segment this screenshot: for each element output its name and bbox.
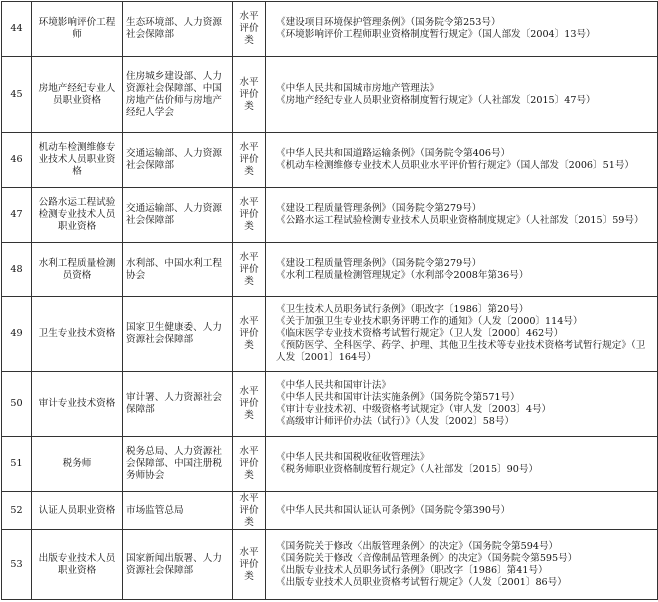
basis-line: 《公路水运工程试验检测专业技术人员职业资格制度规定》（人社部发〔2015〕59号）	[276, 215, 644, 226]
row-number: 47	[2, 188, 32, 243]
category: 水平评价类	[233, 297, 266, 372]
row-number: 44	[2, 2, 32, 57]
department: 生态环境部、人力资源社会保障部	[123, 2, 233, 57]
category: 水平评价类	[233, 2, 266, 57]
basis-line: 《水利工程质量检测管理规定》（水利部令2008年第36号）	[276, 269, 529, 281]
basis-line: 《中华人民共和国审计法实施条例》（国务院令第571号）	[276, 392, 520, 403]
category: 水平评价类	[233, 492, 266, 530]
legal-basis	[266, 372, 658, 437]
basis-line: 《建设工程质量管理条例》（国务院令第279号）	[276, 257, 482, 269]
basis-line: 《中华人民共和国道路运输条例》（国务院令第406号）	[276, 148, 511, 159]
basis-line: 《国务院关于修改〈音像制品管理条例〉的决定》（国务院令第595号）	[276, 552, 578, 564]
row-number: 50	[2, 372, 32, 437]
basis-line: 《审计专业技术初、中级资格考试规定》（审人发〔2003〕4号）	[276, 404, 552, 415]
category: 水平评价类	[233, 133, 266, 188]
basis-line: 《国务院关于修改〈出版管理条例〉的决定》（国务院令第594号）	[276, 540, 559, 552]
basis-line: 《关于加强卫生专业技术职务评聘工作的通知》（人发〔2000〕114号）	[276, 316, 583, 327]
basis-line: 《出版专业技术人员职业资格考试暂行规定》（人发〔2001〕86号）	[276, 576, 567, 588]
basis-line: 《房地产经纪专业人员职业资格制度暂行规定》（人社部发〔2015〕47号）	[276, 94, 596, 106]
legal-basis	[266, 297, 658, 372]
basis-line: 《临床医学专业技术资格考试暂行规定》（卫人发〔2000〕462号）	[276, 328, 564, 339]
basis-line: 《税务师职业资格制度暂行规定》（人社部发〔2015〕90号）	[276, 464, 539, 475]
legal-basis	[266, 133, 658, 188]
table-body	[2, 2, 658, 600]
department: 市场监管总局	[123, 492, 233, 530]
department: 水利部、中国水利工程协会	[123, 243, 233, 297]
legal-basis	[266, 492, 658, 530]
row-number: 46	[2, 133, 32, 188]
basis-line: 《卫生技术人员职务试行条例》（职改字〔1986〕第20号）	[276, 304, 529, 315]
basis-line: 《机动车检测维修专业技术人员职业水平评价暂行规定》（国人部发〔2006〕51号）	[276, 160, 635, 171]
basis-line: 《中华人民共和国审计法》	[276, 380, 392, 391]
category: 水平评价类	[233, 57, 266, 133]
category: 水平评价类	[233, 188, 266, 243]
department: 国家新闻出版署、人力资源社会保障部	[123, 530, 233, 600]
table-row	[2, 2, 658, 57]
qualification-name: 公路水运工程试验检测专业技术人员职业资格	[32, 188, 123, 243]
table-row	[2, 133, 658, 188]
category: 水平评价类	[233, 437, 266, 492]
department: 税务总局、人力资源社会保障部、中国注册税务师协会	[123, 437, 233, 492]
legal-basis	[266, 243, 658, 297]
legal-basis	[266, 530, 658, 600]
department: 交通运输部、人力资源社会保障部	[123, 188, 233, 243]
department: 审计署、人力资源社会保障部	[123, 372, 233, 437]
table-row	[2, 492, 658, 530]
row-number: 48	[2, 243, 32, 297]
qualification-name: 机动车检测维修专业技术人员职业资格	[32, 133, 123, 188]
category: 水平评价类	[233, 530, 266, 600]
department: 交通运输部、人力资源社会保障部	[123, 133, 233, 188]
basis-line: 人发〔2001〕164号）	[276, 352, 377, 363]
qualification-name: 税务师	[32, 437, 123, 492]
category: 水平评价类	[233, 372, 266, 437]
basis-line: 《中华人民共和国认证认可条例》（国务院令第390号）	[276, 504, 511, 516]
basis-line: 《环境影响评价工程师职业资格制度暂行规定》（国人部发〔2004〕13号）	[276, 29, 596, 40]
table-row	[2, 372, 658, 437]
row-number: 49	[2, 297, 32, 372]
row-number: 52	[2, 492, 32, 530]
legal-basis	[266, 437, 658, 492]
row-number: 51	[2, 437, 32, 492]
table-row	[2, 243, 658, 297]
department: 住房城乡建设部、人力资源社会保障部、中国房地产估价师与房地产经纪人学会	[123, 57, 233, 133]
qualification-name: 出版专业技术人员职业资格	[32, 530, 123, 600]
legal-basis	[266, 188, 658, 243]
row-number: 53	[2, 530, 32, 600]
basis-line: 《预防医学、全科医学、药学、护理、其他卫生技术等专业技术资格考试暂行规定》（卫	[276, 340, 646, 351]
basis-line: 《中华人民共和国税收征收管理法》	[276, 452, 430, 463]
qualification-table	[1, 1, 658, 600]
basis-line: 《中华人民共和国城市房地产管理法》	[276, 82, 440, 94]
qualification-name: 审计专业技术资格	[32, 372, 123, 437]
qualification-name: 房地产经纪专业人员职业资格	[32, 57, 123, 133]
table-row	[2, 188, 658, 243]
table-row	[2, 57, 658, 133]
legal-basis	[266, 2, 658, 57]
table-row	[2, 297, 658, 372]
table-row	[2, 437, 658, 492]
row-number: 45	[2, 57, 32, 133]
basis-line: 《建设项目环境保护管理条例》（国务院令第253号）	[276, 17, 501, 28]
qualification-name: 环境影响评价工程师	[32, 2, 123, 57]
department: 国家卫生健康委、人力资源社会保障部	[123, 297, 233, 372]
basis-line: 《高级审计师评价办法（试行）》（人发〔2002〕58号）	[276, 416, 515, 427]
category: 水平评价类	[233, 243, 266, 297]
qualification-name: 认证人员职业资格	[32, 492, 123, 530]
table-row	[2, 530, 658, 600]
qualification-name: 卫生专业技术资格	[32, 297, 123, 372]
basis-line: 《出版专业技术人员职务试行条例》（职改字〔1986〕第41号）	[276, 564, 548, 576]
basis-line: 《建设工程质量管理条例》（国务院令第279号）	[276, 203, 482, 214]
qualification-name: 水利工程质量检测员资格	[32, 243, 123, 297]
legal-basis	[266, 57, 658, 133]
